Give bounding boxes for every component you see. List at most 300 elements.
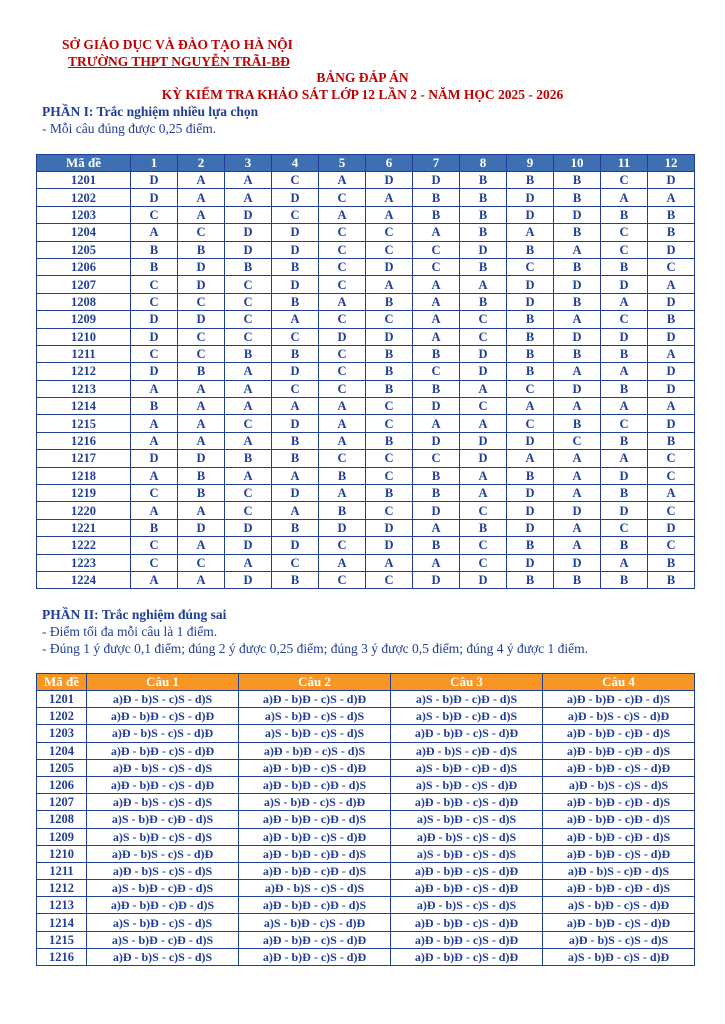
table-row bbox=[37, 914, 695, 931]
part2-header-cell: Mã đề bbox=[37, 674, 87, 691]
exam-code-cell: 1217 bbox=[37, 450, 131, 467]
answer-cell: A bbox=[178, 571, 225, 588]
answer-cell: A bbox=[413, 328, 460, 345]
answer-cell: A bbox=[131, 224, 178, 241]
answer-cell: D bbox=[460, 571, 507, 588]
answer-cell: C bbox=[648, 537, 695, 554]
answer-cell: B bbox=[225, 450, 272, 467]
answer-cell: A bbox=[225, 554, 272, 571]
answer-cell: C bbox=[272, 206, 319, 223]
answer-cell: A bbox=[648, 485, 695, 502]
answer-cell: B bbox=[554, 415, 601, 432]
answer-cell: a)Đ - b)Đ - c)Đ - d)S bbox=[239, 897, 391, 914]
exam-code-cell: 1216 bbox=[37, 948, 87, 965]
answer-cell: A bbox=[225, 189, 272, 206]
answer-cell: B bbox=[413, 537, 460, 554]
answer-cell: B bbox=[648, 311, 695, 328]
answer-cell: a)S - b)Đ - c)S - d)S bbox=[87, 914, 239, 931]
exam-code-cell: 1208 bbox=[37, 811, 87, 828]
answer-cell: A bbox=[460, 276, 507, 293]
answer-cell: a)Đ - b)Đ - c)S - d)Đ bbox=[239, 759, 391, 776]
answer-cell: A bbox=[554, 241, 601, 258]
answer-cell: D bbox=[648, 241, 695, 258]
answer-cell: a)Đ - b)Đ - c)S - d)Đ bbox=[391, 862, 543, 879]
answer-cell: D bbox=[272, 276, 319, 293]
answer-cell: a)Đ - b)Đ - c)Đ - d)S bbox=[543, 742, 695, 759]
answer-cell: B bbox=[460, 519, 507, 536]
answer-cell: A bbox=[648, 276, 695, 293]
answer-cell: C bbox=[366, 571, 413, 588]
answer-cell: B bbox=[178, 467, 225, 484]
exam-title: KỲ KIỂM TRA KHẢO SÁT LỚP 12 LẦN 2 - NĂM HỌC 2025 - 2026 bbox=[161, 87, 564, 102]
answer-cell: B bbox=[460, 172, 507, 189]
answer-cell: A bbox=[554, 398, 601, 415]
answer-cell: B bbox=[131, 241, 178, 258]
answer-cell: B bbox=[554, 293, 601, 310]
answer-cell: B bbox=[413, 485, 460, 502]
answer-cell: A bbox=[601, 450, 648, 467]
answer-cell: a)Đ - b)Đ - c)S - d)Đ bbox=[239, 828, 391, 845]
answer-cell: a)Đ - b)Đ - c)S - d)Đ bbox=[543, 845, 695, 862]
answer-cell: C bbox=[319, 189, 366, 206]
answer-cell: D bbox=[507, 206, 554, 223]
answer-cell: D bbox=[460, 363, 507, 380]
answer-cell: B bbox=[507, 328, 554, 345]
answer-cell: D bbox=[554, 276, 601, 293]
answer-cell: A bbox=[413, 276, 460, 293]
answer-cell: C bbox=[460, 398, 507, 415]
answer-cell: C bbox=[272, 172, 319, 189]
answer-cell: A bbox=[648, 345, 695, 362]
answer-cell: C bbox=[460, 328, 507, 345]
exam-code-cell: 1213 bbox=[37, 897, 87, 914]
answer-cell: a)Đ - b)Đ - c)S - d)Đ bbox=[543, 914, 695, 931]
answer-cell: a)Đ - b)S - c)S - d)S bbox=[87, 759, 239, 776]
answer-cell: A bbox=[366, 554, 413, 571]
answer-cell: B bbox=[272, 571, 319, 588]
answer-cell: B bbox=[131, 398, 178, 415]
answer-cell: D bbox=[507, 293, 554, 310]
answer-cell: D bbox=[601, 502, 648, 519]
answer-cell: B bbox=[648, 432, 695, 449]
answer-cell: A bbox=[319, 398, 366, 415]
answer-cell: A bbox=[413, 311, 460, 328]
answer-cell: C bbox=[366, 450, 413, 467]
part2-header-cell: Câu 3 bbox=[391, 674, 543, 691]
answer-cell: C bbox=[366, 241, 413, 258]
answer-cell: C bbox=[225, 502, 272, 519]
exam-code-cell: 1214 bbox=[37, 398, 131, 415]
answer-cell: B bbox=[648, 571, 695, 588]
table-row bbox=[37, 415, 695, 432]
answer-cell: D bbox=[413, 571, 460, 588]
table-row bbox=[37, 519, 695, 536]
answer-cell: A bbox=[319, 415, 366, 432]
answer-cell: A bbox=[366, 189, 413, 206]
exam-code-cell: 1221 bbox=[37, 519, 131, 536]
answer-cell: D bbox=[554, 206, 601, 223]
answer-cell: B bbox=[601, 537, 648, 554]
table-row bbox=[37, 293, 695, 310]
table-row bbox=[37, 241, 695, 258]
answer-cell: D bbox=[131, 311, 178, 328]
answer-cell: A bbox=[554, 363, 601, 380]
answer-cell: B bbox=[413, 189, 460, 206]
answer-cell: B bbox=[366, 432, 413, 449]
answer-cell: D bbox=[601, 328, 648, 345]
exam-code-cell: 1205 bbox=[37, 759, 87, 776]
part1-note: - Mỗi câu đúng được 0,25 điểm. bbox=[42, 121, 217, 136]
answer-cell: B bbox=[648, 554, 695, 571]
exam-code-cell: 1205 bbox=[37, 241, 131, 258]
answer-cell: A bbox=[225, 363, 272, 380]
answer-cell: D bbox=[507, 432, 554, 449]
answer-cell: a)Đ - b)S - c)S - d)Đ bbox=[87, 725, 239, 742]
answer-cell: A bbox=[178, 189, 225, 206]
answer-cell: C bbox=[366, 311, 413, 328]
answer-cell: A bbox=[460, 485, 507, 502]
exam-code-cell: 1201 bbox=[37, 691, 87, 708]
answer-cell: a)Đ - b)Đ - c)S - d)Đ bbox=[391, 794, 543, 811]
answer-cell: C bbox=[460, 537, 507, 554]
exam-code-cell: 1203 bbox=[37, 206, 131, 223]
answer-cell: B bbox=[507, 311, 554, 328]
answer-cell: B bbox=[272, 519, 319, 536]
exam-code-cell: 1216 bbox=[37, 432, 131, 449]
answer-cell: D bbox=[131, 172, 178, 189]
part2-note-max: - Điểm tối đa mỗi câu là 1 điểm. bbox=[42, 624, 218, 639]
answer-cell: D bbox=[178, 276, 225, 293]
answer-cell: a)Đ - b)Đ - c)S - d)Đ bbox=[391, 914, 543, 931]
answer-cell: A bbox=[178, 537, 225, 554]
answer-cell: B bbox=[272, 450, 319, 467]
answer-cell: C bbox=[601, 172, 648, 189]
answer-cell: C bbox=[601, 519, 648, 536]
answer-cell: B bbox=[460, 206, 507, 223]
exam-code-cell: 1209 bbox=[37, 311, 131, 328]
answer-cell: D bbox=[319, 328, 366, 345]
answer-cell: B bbox=[601, 485, 648, 502]
answer-cell: C bbox=[319, 363, 366, 380]
answer-cell: D bbox=[272, 415, 319, 432]
answer-cell: C bbox=[225, 311, 272, 328]
answer-cell: C bbox=[319, 345, 366, 362]
answer-cell: C bbox=[319, 380, 366, 397]
answer-cell: C bbox=[178, 293, 225, 310]
answer-cell: C bbox=[601, 224, 648, 241]
answer-cell: a)Đ - b)Đ - c)S - d)Đ bbox=[391, 725, 543, 742]
answer-cell: A bbox=[460, 380, 507, 397]
answer-cell: B bbox=[366, 363, 413, 380]
answer-cell: D bbox=[413, 432, 460, 449]
part1-header-cell: 5 bbox=[319, 155, 366, 172]
answer-cell: a)Đ - b)Đ - c)S - d)Đ bbox=[391, 931, 543, 948]
answer-cell: B bbox=[554, 345, 601, 362]
answer-cell: D bbox=[272, 241, 319, 258]
table-row bbox=[37, 345, 695, 362]
answer-cell: A bbox=[178, 502, 225, 519]
answer-cell: D bbox=[225, 224, 272, 241]
answer-cell: B bbox=[648, 206, 695, 223]
exam-code-cell: 1203 bbox=[37, 725, 87, 742]
answer-cell: C bbox=[272, 380, 319, 397]
answer-cell: a)Đ - b)S - c)S - d)S bbox=[239, 880, 391, 897]
answer-cell: a)S - b)Đ - c)S - d)S bbox=[239, 708, 391, 725]
answer-cell: A bbox=[225, 172, 272, 189]
answer-cell: a)Đ - b)S - c)S - d)Đ bbox=[87, 845, 239, 862]
answer-cell: B bbox=[507, 537, 554, 554]
answer-cell: D bbox=[601, 467, 648, 484]
part1-header-cell: Mã đề bbox=[37, 155, 131, 172]
answer-cell: C bbox=[131, 554, 178, 571]
table-row bbox=[37, 467, 695, 484]
answer-cell: a)Đ - b)Đ - c)S - d)S bbox=[239, 742, 391, 759]
answer-cell: a)Đ - b)S - c)S - d)S bbox=[87, 794, 239, 811]
answer-cell: C bbox=[460, 311, 507, 328]
answer-cell: B bbox=[460, 293, 507, 310]
answer-cell: C bbox=[225, 415, 272, 432]
answer-cell: a)Đ - b)Đ - c)Đ - d)S bbox=[543, 828, 695, 845]
table-row bbox=[37, 537, 695, 554]
answer-cell: B bbox=[178, 363, 225, 380]
exam-code-cell: 1219 bbox=[37, 485, 131, 502]
answer-cell: B bbox=[366, 345, 413, 362]
answer-cell: B bbox=[413, 380, 460, 397]
answer-cell: D bbox=[648, 328, 695, 345]
answer-cell: B bbox=[554, 258, 601, 275]
answer-cell: B bbox=[178, 485, 225, 502]
exam-code-cell: 1224 bbox=[37, 571, 131, 588]
exam-code-cell: 1214 bbox=[37, 914, 87, 931]
answer-cell: A bbox=[178, 432, 225, 449]
answer-cell: A bbox=[319, 293, 366, 310]
table-row bbox=[37, 794, 695, 811]
table-row bbox=[37, 880, 695, 897]
answer-cell: A bbox=[507, 224, 554, 241]
table-row bbox=[37, 759, 695, 776]
answer-cell: C bbox=[648, 258, 695, 275]
answer-cell: A bbox=[554, 450, 601, 467]
exam-code-cell: 1208 bbox=[37, 293, 131, 310]
answer-cell: B bbox=[319, 467, 366, 484]
answer-cell: a)Đ - b)Đ - c)S - d)Đ bbox=[87, 708, 239, 725]
answer-cell: D bbox=[460, 450, 507, 467]
exam-code-cell: 1218 bbox=[37, 467, 131, 484]
answer-cell: A bbox=[319, 206, 366, 223]
exam-code-cell: 1215 bbox=[37, 931, 87, 948]
answer-cell: D bbox=[225, 537, 272, 554]
answer-cell: C bbox=[272, 554, 319, 571]
table-row bbox=[37, 691, 695, 708]
answer-cell: C bbox=[319, 258, 366, 275]
part2-answer-table bbox=[36, 673, 695, 966]
table-row bbox=[37, 554, 695, 571]
answer-cell: C bbox=[648, 502, 695, 519]
answer-cell: B bbox=[413, 467, 460, 484]
answer-cell: B bbox=[507, 467, 554, 484]
part1-title: PHẦN I: Trắc nghiệm nhiều lựa chọn bbox=[42, 104, 259, 119]
part1-header-cell: 1 bbox=[131, 155, 178, 172]
answer-cell: A bbox=[601, 363, 648, 380]
part2-header-row bbox=[37, 674, 695, 691]
answer-cell: A bbox=[601, 293, 648, 310]
answer-cell: a)Đ - b)Đ - c)Đ - d)S bbox=[543, 880, 695, 897]
answer-cell: C bbox=[319, 224, 366, 241]
table-row bbox=[37, 571, 695, 588]
answer-cell: D bbox=[366, 328, 413, 345]
answer-cell: D bbox=[507, 189, 554, 206]
answer-cell: A bbox=[131, 432, 178, 449]
answer-cell: A bbox=[413, 224, 460, 241]
answer-cell: a)Đ - b)Đ - c)Đ - d)S bbox=[543, 811, 695, 828]
answer-cell: D bbox=[507, 485, 554, 502]
table-row bbox=[37, 189, 695, 206]
part2-header-cell: Câu 1 bbox=[87, 674, 239, 691]
answer-cell: A bbox=[507, 450, 554, 467]
answer-cell: A bbox=[225, 467, 272, 484]
table-row bbox=[37, 206, 695, 223]
answer-cell: B bbox=[554, 172, 601, 189]
answer-cell: D bbox=[507, 276, 554, 293]
exam-code-cell: 1211 bbox=[37, 862, 87, 879]
answer-cell: B bbox=[507, 172, 554, 189]
answer-cell: a)Đ - b)Đ - c)Đ - d)S bbox=[239, 811, 391, 828]
part2-header-cell: Câu 4 bbox=[543, 674, 695, 691]
answer-cell: a)Đ - b)Đ - c)S - d)Đ bbox=[239, 691, 391, 708]
table-row bbox=[37, 776, 695, 793]
part1-header-cell: 9 bbox=[507, 155, 554, 172]
answer-cell: A bbox=[648, 398, 695, 415]
part2-header-cell: Câu 2 bbox=[239, 674, 391, 691]
answer-cell: D bbox=[366, 519, 413, 536]
answer-cell: A bbox=[319, 485, 366, 502]
answer-cell: B bbox=[460, 189, 507, 206]
table-row bbox=[37, 432, 695, 449]
exam-code-cell: 1211 bbox=[37, 345, 131, 362]
answer-cell: B bbox=[272, 293, 319, 310]
answer-cell: A bbox=[601, 398, 648, 415]
exam-code-cell: 1204 bbox=[37, 224, 131, 241]
answer-cell: B bbox=[601, 345, 648, 362]
answer-cell: B bbox=[507, 345, 554, 362]
answer-cell: D bbox=[648, 415, 695, 432]
table-row bbox=[37, 224, 695, 241]
exam-code-cell: 1212 bbox=[37, 880, 87, 897]
answer-cell: A bbox=[601, 189, 648, 206]
answer-cell: a)Đ - b)Đ - c)S - d)Đ bbox=[543, 759, 695, 776]
answer-cell: C bbox=[601, 311, 648, 328]
answer-cell: B bbox=[272, 345, 319, 362]
answer-cell: A bbox=[413, 519, 460, 536]
answer-cell: A bbox=[225, 432, 272, 449]
exam-code-cell: 1209 bbox=[37, 828, 87, 845]
answer-cell: C bbox=[601, 415, 648, 432]
answer-cell: C bbox=[366, 467, 413, 484]
answer-cell: C bbox=[319, 276, 366, 293]
answer-cell: B bbox=[272, 432, 319, 449]
answer-cell: A bbox=[131, 502, 178, 519]
table-row bbox=[37, 258, 695, 275]
answer-cell: A bbox=[319, 554, 366, 571]
answer-cell: A bbox=[413, 415, 460, 432]
answer-cell: D bbox=[460, 241, 507, 258]
answer-cell: A bbox=[272, 467, 319, 484]
answer-cell: D bbox=[225, 519, 272, 536]
answer-cell: D bbox=[648, 172, 695, 189]
answer-cell: B bbox=[554, 571, 601, 588]
answer-cell: B bbox=[366, 380, 413, 397]
exam-code-cell: 1222 bbox=[37, 537, 131, 554]
answer-cell: a)S - b)Đ - c)S - d)S bbox=[391, 811, 543, 828]
answer-cell: A bbox=[507, 398, 554, 415]
exam-code-cell: 1210 bbox=[37, 328, 131, 345]
answer-cell: D bbox=[366, 172, 413, 189]
answer-cell: C bbox=[413, 241, 460, 258]
answer-cell: C bbox=[131, 345, 178, 362]
exam-code-cell: 1212 bbox=[37, 363, 131, 380]
answer-cell: A bbox=[413, 293, 460, 310]
table-row bbox=[37, 311, 695, 328]
department-name: SỞ GIÁO DỤC VÀ ĐÀO TẠO HÀ NỘI bbox=[62, 37, 293, 52]
answer-cell: D bbox=[131, 328, 178, 345]
answer-cell: B bbox=[131, 519, 178, 536]
answer-cell: C bbox=[413, 258, 460, 275]
answer-cell: D bbox=[507, 502, 554, 519]
table-row bbox=[37, 172, 695, 189]
answer-cell: D bbox=[648, 380, 695, 397]
answer-cell: C bbox=[554, 432, 601, 449]
answer-cell: B bbox=[601, 432, 648, 449]
answer-cell: a)S - b)Đ - c)S - d)Đ bbox=[391, 776, 543, 793]
answer-cell: B bbox=[507, 363, 554, 380]
answer-cell: B bbox=[460, 258, 507, 275]
answer-cell: D bbox=[225, 206, 272, 223]
answer-cell: A bbox=[648, 189, 695, 206]
table-row bbox=[37, 450, 695, 467]
answer-cell: C bbox=[319, 311, 366, 328]
answer-cell: a)Đ - b)S - c)S - d)Đ bbox=[543, 708, 695, 725]
answer-cell: D bbox=[554, 380, 601, 397]
answer-cell: a)Đ - b)Đ - c)Đ - d)S bbox=[239, 862, 391, 879]
part1-header-cell: 11 bbox=[601, 155, 648, 172]
answer-cell: B bbox=[319, 502, 366, 519]
exam-code-cell: 1215 bbox=[37, 415, 131, 432]
answer-cell: A bbox=[272, 502, 319, 519]
part1-header-row bbox=[37, 155, 695, 172]
exam-code-cell: 1202 bbox=[37, 189, 131, 206]
answer-cell: C bbox=[507, 415, 554, 432]
answer-cell: C bbox=[225, 485, 272, 502]
answer-cell: a)Đ - b)Đ - c)S - d)Đ bbox=[87, 742, 239, 759]
answer-cell: B bbox=[225, 258, 272, 275]
answer-cell: C bbox=[272, 328, 319, 345]
part1-header-cell: 7 bbox=[413, 155, 460, 172]
answer-cell: a)Đ - b)Đ - c)Đ - d)S bbox=[87, 897, 239, 914]
answer-cell: a)S - b)Đ - c)S - d)Đ bbox=[239, 914, 391, 931]
answer-cell: B bbox=[648, 224, 695, 241]
answer-cell: C bbox=[648, 450, 695, 467]
answer-cell: C bbox=[319, 537, 366, 554]
answer-cell: D bbox=[648, 293, 695, 310]
answer-cell: A bbox=[131, 380, 178, 397]
answer-cell: D bbox=[225, 571, 272, 588]
answer-cell: B bbox=[601, 206, 648, 223]
answer-cell: D bbox=[272, 485, 319, 502]
answer-cell: a)Đ - b)Đ - c)Đ - d)S bbox=[543, 794, 695, 811]
exam-code-cell: 1223 bbox=[37, 554, 131, 571]
answer-cell: a)Đ - b)Đ - c)S - d)Đ bbox=[239, 931, 391, 948]
answer-cell: D bbox=[272, 189, 319, 206]
